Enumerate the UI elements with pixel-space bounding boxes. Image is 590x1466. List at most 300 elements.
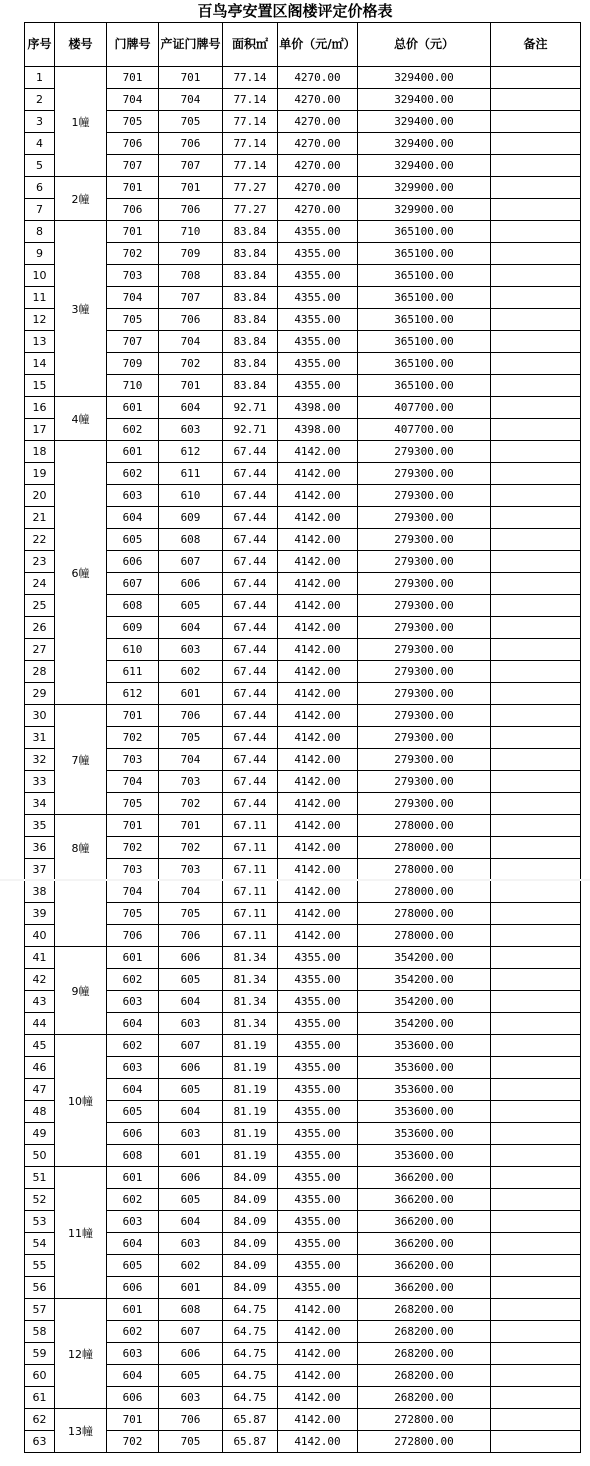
table-row [25, 771, 581, 793]
cell-serial: 45 [25, 1035, 55, 1057]
cell-serial: 63 [25, 1431, 55, 1453]
table-row [25, 1365, 581, 1387]
cell-total-price: 279300.00 [358, 683, 491, 705]
cell-unit-price: 4270.00 [278, 89, 358, 111]
cell-unit-price: 4142.00 [278, 441, 358, 463]
cell-area: 67.44 [223, 485, 278, 507]
table-row [25, 1343, 581, 1365]
cell-cert-door-no: 603 [159, 419, 223, 441]
cell-remark [491, 969, 581, 991]
table-row [25, 617, 581, 639]
cell-cert-door-no: 601 [159, 683, 223, 705]
cell-total-price: 268200.00 [358, 1343, 491, 1365]
cell-serial: 49 [25, 1123, 55, 1145]
cell-serial: 42 [25, 969, 55, 991]
cell-cert-door-no: 601 [159, 1145, 223, 1167]
cell-remark [491, 925, 581, 947]
cell-door-no: 612 [107, 683, 159, 705]
cell-unit-price: 4142.00 [278, 903, 358, 925]
cell-total-price: 278000.00 [358, 859, 491, 881]
table-row [25, 683, 581, 705]
cell-door-no: 702 [107, 1431, 159, 1453]
cell-door-no: 702 [107, 837, 159, 859]
cell-door-no: 706 [107, 925, 159, 947]
cell-serial: 48 [25, 1101, 55, 1123]
page-title: 百鸟亭安置区阁楼评定价格表 [197, 2, 393, 20]
cell-remark [491, 111, 581, 133]
cell-remark [491, 1035, 581, 1057]
cell-remark [491, 485, 581, 507]
table-row [25, 749, 581, 771]
cell-area: 83.84 [223, 243, 278, 265]
cell-cert-door-no: 701 [159, 815, 223, 837]
table-row [25, 639, 581, 661]
cell-unit-price: 4142.00 [278, 925, 358, 947]
table-row [25, 1189, 581, 1211]
cell-unit-price: 4142.00 [278, 1343, 358, 1365]
cell-total-price: 268200.00 [358, 1321, 491, 1343]
cell-remark [491, 1431, 581, 1453]
cell-remark [491, 419, 581, 441]
table-row [25, 1101, 581, 1123]
cell-unit-price: 4142.00 [278, 639, 358, 661]
cell-area: 67.44 [223, 639, 278, 661]
cell-door-no: 606 [107, 1387, 159, 1409]
cell-door-no: 707 [107, 331, 159, 353]
cell-remark [491, 287, 581, 309]
cell-door-no: 703 [107, 265, 159, 287]
header-unit-price: 单价（元/㎡） [278, 23, 358, 67]
cell-total-price: 279300.00 [358, 661, 491, 683]
cell-unit-price: 4355.00 [278, 1167, 358, 1189]
cell-cert-door-no: 606 [159, 1167, 223, 1189]
cell-cert-door-no: 610 [159, 485, 223, 507]
table-row [25, 133, 581, 155]
cell-unit-price: 4142.00 [278, 573, 358, 595]
cell-area: 83.84 [223, 265, 278, 287]
cell-door-no: 704 [107, 881, 159, 903]
cell-serial: 31 [25, 727, 55, 749]
cell-total-price: 278000.00 [358, 837, 491, 859]
table-row [25, 221, 581, 243]
cell-unit-price: 4142.00 [278, 1409, 358, 1431]
cell-door-no: 601 [107, 441, 159, 463]
header-serial: 序号 [25, 23, 55, 67]
cell-total-price: 268200.00 [358, 1387, 491, 1409]
cell-door-no: 701 [107, 815, 159, 837]
cell-area: 77.14 [223, 111, 278, 133]
table-row [25, 727, 581, 749]
cell-area: 64.75 [223, 1299, 278, 1321]
cell-cert-door-no: 607 [159, 1035, 223, 1057]
price-table [24, 22, 581, 1453]
cell-total-price: 268200.00 [358, 1299, 491, 1321]
table-row [25, 837, 581, 859]
cell-cert-door-no: 702 [159, 353, 223, 375]
table-row [25, 1321, 581, 1343]
cell-area: 83.84 [223, 331, 278, 353]
cell-unit-price: 4270.00 [278, 199, 358, 221]
cell-unit-price: 4142.00 [278, 1431, 358, 1453]
cell-area: 81.19 [223, 1057, 278, 1079]
cell-area: 92.71 [223, 397, 278, 419]
cell-door-no: 604 [107, 1365, 159, 1387]
cell-unit-price: 4355.00 [278, 287, 358, 309]
cell-door-no: 606 [107, 1123, 159, 1145]
cell-remark [491, 507, 581, 529]
cell-remark [491, 573, 581, 595]
cell-door-no: 609 [107, 617, 159, 639]
cell-remark [491, 243, 581, 265]
cell-total-price: 272800.00 [358, 1431, 491, 1453]
cell-serial: 51 [25, 1167, 55, 1189]
cell-cert-door-no: 606 [159, 1057, 223, 1079]
cell-unit-price: 4355.00 [278, 265, 358, 287]
table-row [25, 1277, 581, 1299]
cell-door-no: 706 [107, 199, 159, 221]
cell-cert-door-no: 603 [159, 1233, 223, 1255]
cell-total-price: 365100.00 [358, 353, 491, 375]
cell-serial: 33 [25, 771, 55, 793]
cell-door-no: 701 [107, 67, 159, 89]
cell-unit-price: 4142.00 [278, 595, 358, 617]
cell-area: 77.27 [223, 177, 278, 199]
cell-cert-door-no: 606 [159, 573, 223, 595]
table-row [25, 793, 581, 815]
cell-area: 67.44 [223, 749, 278, 771]
cell-unit-price: 4142.00 [278, 705, 358, 727]
cell-serial: 57 [25, 1299, 55, 1321]
cell-remark [491, 1387, 581, 1409]
cell-cert-door-no: 709 [159, 243, 223, 265]
cell-building: 4幢 [55, 397, 107, 441]
cell-area: 81.19 [223, 1079, 278, 1101]
header-remark: 备注 [491, 23, 581, 67]
cell-door-no: 608 [107, 595, 159, 617]
cell-total-price: 366200.00 [358, 1277, 491, 1299]
cell-remark [491, 67, 581, 89]
table-row [25, 969, 581, 991]
cell-area: 67.11 [223, 925, 278, 947]
cell-door-no: 603 [107, 991, 159, 1013]
cell-unit-price: 4355.00 [278, 1079, 358, 1101]
cell-serial: 61 [25, 1387, 55, 1409]
cell-unit-price: 4398.00 [278, 419, 358, 441]
cell-door-no: 603 [107, 1343, 159, 1365]
cell-door-no: 601 [107, 947, 159, 969]
cell-door-no: 603 [107, 1057, 159, 1079]
cell-unit-price: 4355.00 [278, 1013, 358, 1035]
cell-total-price: 354200.00 [358, 947, 491, 969]
cell-serial: 54 [25, 1233, 55, 1255]
cell-total-price: 279300.00 [358, 595, 491, 617]
cell-area: 67.11 [223, 903, 278, 925]
table-row [25, 1035, 581, 1057]
cell-serial: 8 [25, 221, 55, 243]
cell-serial: 2 [25, 89, 55, 111]
header-total-price: 总价（元） [358, 23, 491, 67]
table-row [25, 1409, 581, 1431]
cell-area: 77.14 [223, 155, 278, 177]
cell-total-price: 353600.00 [358, 1057, 491, 1079]
cell-total-price: 366200.00 [358, 1211, 491, 1233]
cell-serial: 18 [25, 441, 55, 463]
cell-area: 64.75 [223, 1321, 278, 1343]
cell-building: 9幢 [55, 947, 107, 1035]
cell-area: 81.34 [223, 1013, 278, 1035]
table-row [25, 1431, 581, 1453]
cell-area: 67.44 [223, 771, 278, 793]
cell-area: 67.44 [223, 551, 278, 573]
cell-area: 92.71 [223, 419, 278, 441]
cell-remark [491, 639, 581, 661]
cell-door-no: 606 [107, 1277, 159, 1299]
cell-door-no: 601 [107, 1299, 159, 1321]
cell-building: 11幢 [55, 1167, 107, 1299]
cell-unit-price: 4355.00 [278, 375, 358, 397]
table-row [25, 353, 581, 375]
cell-area: 67.44 [223, 463, 278, 485]
cell-total-price: 329400.00 [358, 89, 491, 111]
cell-remark [491, 705, 581, 727]
cell-cert-door-no: 710 [159, 221, 223, 243]
cell-remark [491, 617, 581, 639]
cell-serial: 55 [25, 1255, 55, 1277]
cell-total-price: 278000.00 [358, 903, 491, 925]
table-row [25, 881, 581, 903]
cell-serial: 10 [25, 265, 55, 287]
cell-cert-door-no: 705 [159, 727, 223, 749]
cell-total-price: 407700.00 [358, 419, 491, 441]
cell-remark [491, 727, 581, 749]
cell-door-no: 602 [107, 969, 159, 991]
cell-remark [491, 881, 581, 903]
cell-unit-price: 4142.00 [278, 507, 358, 529]
cell-total-price: 279300.00 [358, 749, 491, 771]
cell-serial: 19 [25, 463, 55, 485]
cell-door-no: 608 [107, 1145, 159, 1167]
cell-cert-door-no: 603 [159, 1013, 223, 1035]
cell-cert-door-no: 611 [159, 463, 223, 485]
cell-area: 83.84 [223, 375, 278, 397]
header-building: 楼号 [55, 23, 107, 67]
cell-cert-door-no: 708 [159, 265, 223, 287]
cell-total-price: 329900.00 [358, 199, 491, 221]
cell-area: 67.44 [223, 793, 278, 815]
cell-cert-door-no: 604 [159, 1211, 223, 1233]
cell-remark [491, 661, 581, 683]
cell-total-price: 279300.00 [358, 463, 491, 485]
cell-serial: 27 [25, 639, 55, 661]
cell-cert-door-no: 606 [159, 947, 223, 969]
cell-door-no: 604 [107, 1079, 159, 1101]
cell-door-no: 701 [107, 177, 159, 199]
cell-unit-price: 4270.00 [278, 67, 358, 89]
cell-serial: 50 [25, 1145, 55, 1167]
cell-building: 6幢 [55, 441, 107, 705]
table-row [25, 925, 581, 947]
cell-area: 65.87 [223, 1431, 278, 1453]
cell-building: 12幢 [55, 1299, 107, 1409]
cell-total-price: 366200.00 [358, 1255, 491, 1277]
cell-remark [491, 309, 581, 331]
cell-total-price: 365100.00 [358, 309, 491, 331]
table-row [25, 375, 581, 397]
cell-cert-door-no: 704 [159, 331, 223, 353]
cell-total-price: 366200.00 [358, 1167, 491, 1189]
cell-serial: 4 [25, 133, 55, 155]
cell-area: 67.11 [223, 881, 278, 903]
cell-total-price: 329400.00 [358, 67, 491, 89]
cell-area: 67.44 [223, 507, 278, 529]
cell-door-no: 701 [107, 221, 159, 243]
cell-area: 84.09 [223, 1277, 278, 1299]
cell-area: 67.11 [223, 815, 278, 837]
table-row [25, 243, 581, 265]
cell-serial: 44 [25, 1013, 55, 1035]
cell-area: 81.19 [223, 1123, 278, 1145]
cell-area: 67.44 [223, 441, 278, 463]
cell-door-no: 704 [107, 287, 159, 309]
cell-cert-door-no: 702 [159, 793, 223, 815]
cell-total-price: 279300.00 [358, 441, 491, 463]
cell-area: 83.84 [223, 309, 278, 331]
table-row [25, 947, 581, 969]
cell-remark [491, 1013, 581, 1035]
cell-cert-door-no: 607 [159, 551, 223, 573]
cell-unit-price: 4398.00 [278, 397, 358, 419]
cell-area: 67.44 [223, 727, 278, 749]
cell-total-price: 365100.00 [358, 265, 491, 287]
cell-unit-price: 4355.00 [278, 221, 358, 243]
cell-unit-price: 4355.00 [278, 1145, 358, 1167]
cell-serial: 14 [25, 353, 55, 375]
cell-total-price: 353600.00 [358, 1079, 491, 1101]
cell-total-price: 353600.00 [358, 1145, 491, 1167]
cell-area: 77.14 [223, 133, 278, 155]
cell-remark [491, 221, 581, 243]
cell-serial: 47 [25, 1079, 55, 1101]
cell-door-no: 702 [107, 243, 159, 265]
cell-door-no: 610 [107, 639, 159, 661]
cell-area: 67.44 [223, 573, 278, 595]
cell-building: 8幢 [55, 815, 107, 881]
cell-serial: 12 [25, 309, 55, 331]
cell-remark [491, 991, 581, 1013]
cell-remark [491, 529, 581, 551]
cell-remark [491, 133, 581, 155]
cell-total-price: 366200.00 [358, 1233, 491, 1255]
header-cert-door-no: 产证门牌号 [159, 23, 223, 67]
cell-remark [491, 1365, 581, 1387]
cell-serial: 39 [25, 903, 55, 925]
cell-area: 84.09 [223, 1255, 278, 1277]
cell-cert-door-no: 604 [159, 1101, 223, 1123]
cell-total-price: 354200.00 [358, 969, 491, 991]
cell-area: 67.11 [223, 837, 278, 859]
cell-serial: 36 [25, 837, 55, 859]
cell-remark [491, 1101, 581, 1123]
cell-serial: 3 [25, 111, 55, 133]
cell-cert-door-no: 706 [159, 925, 223, 947]
cell-cert-door-no: 706 [159, 1409, 223, 1431]
cell-serial: 22 [25, 529, 55, 551]
table-row [25, 705, 581, 727]
cell-cert-door-no: 604 [159, 617, 223, 639]
cell-area: 84.09 [223, 1189, 278, 1211]
cell-serial: 43 [25, 991, 55, 1013]
table-row [25, 199, 581, 221]
cell-unit-price: 4270.00 [278, 133, 358, 155]
cell-remark [491, 397, 581, 419]
cell-remark [491, 903, 581, 925]
cell-unit-price: 4270.00 [278, 155, 358, 177]
cell-total-price: 329400.00 [358, 133, 491, 155]
cell-building [55, 881, 107, 947]
cell-unit-price: 4142.00 [278, 661, 358, 683]
cell-cert-door-no: 701 [159, 67, 223, 89]
cell-total-price: 279300.00 [358, 617, 491, 639]
cell-cert-door-no: 605 [159, 1365, 223, 1387]
cell-total-price: 279300.00 [358, 551, 491, 573]
cell-remark [491, 1409, 581, 1431]
cell-total-price: 354200.00 [358, 1013, 491, 1035]
cell-area: 83.84 [223, 287, 278, 309]
cell-serial: 60 [25, 1365, 55, 1387]
cell-cert-door-no: 605 [159, 1189, 223, 1211]
cell-cert-door-no: 605 [159, 1079, 223, 1101]
cell-door-no: 606 [107, 551, 159, 573]
cell-door-no: 605 [107, 1101, 159, 1123]
table-row [25, 529, 581, 551]
cell-remark [491, 1123, 581, 1145]
cell-door-no: 601 [107, 397, 159, 419]
cell-door-no: 703 [107, 749, 159, 771]
table-row [25, 859, 581, 881]
cell-cert-door-no: 601 [159, 1277, 223, 1299]
cell-cert-door-no: 701 [159, 177, 223, 199]
cell-total-price: 354200.00 [358, 991, 491, 1013]
cell-door-no: 709 [107, 353, 159, 375]
cell-serial: 11 [25, 287, 55, 309]
table-row [25, 89, 581, 111]
cell-serial: 16 [25, 397, 55, 419]
cell-total-price: 272800.00 [358, 1409, 491, 1431]
table-row [25, 441, 581, 463]
cell-cert-door-no: 707 [159, 287, 223, 309]
cell-remark [491, 1233, 581, 1255]
cell-door-no: 701 [107, 1409, 159, 1431]
cell-remark [491, 859, 581, 881]
cell-remark [491, 683, 581, 705]
cell-total-price: 365100.00 [358, 331, 491, 353]
cell-unit-price: 4142.00 [278, 881, 358, 903]
cell-remark [491, 1057, 581, 1079]
cell-remark [491, 155, 581, 177]
cell-remark [491, 1321, 581, 1343]
cell-serial: 34 [25, 793, 55, 815]
cell-door-no: 705 [107, 903, 159, 925]
cell-cert-door-no: 603 [159, 639, 223, 661]
cell-area: 81.19 [223, 1145, 278, 1167]
cell-total-price: 278000.00 [358, 815, 491, 837]
cell-serial: 1 [25, 67, 55, 89]
cell-total-price: 365100.00 [358, 221, 491, 243]
cell-serial: 40 [25, 925, 55, 947]
cell-cert-door-no: 705 [159, 903, 223, 925]
cell-unit-price: 4355.00 [278, 309, 358, 331]
cell-serial: 32 [25, 749, 55, 771]
